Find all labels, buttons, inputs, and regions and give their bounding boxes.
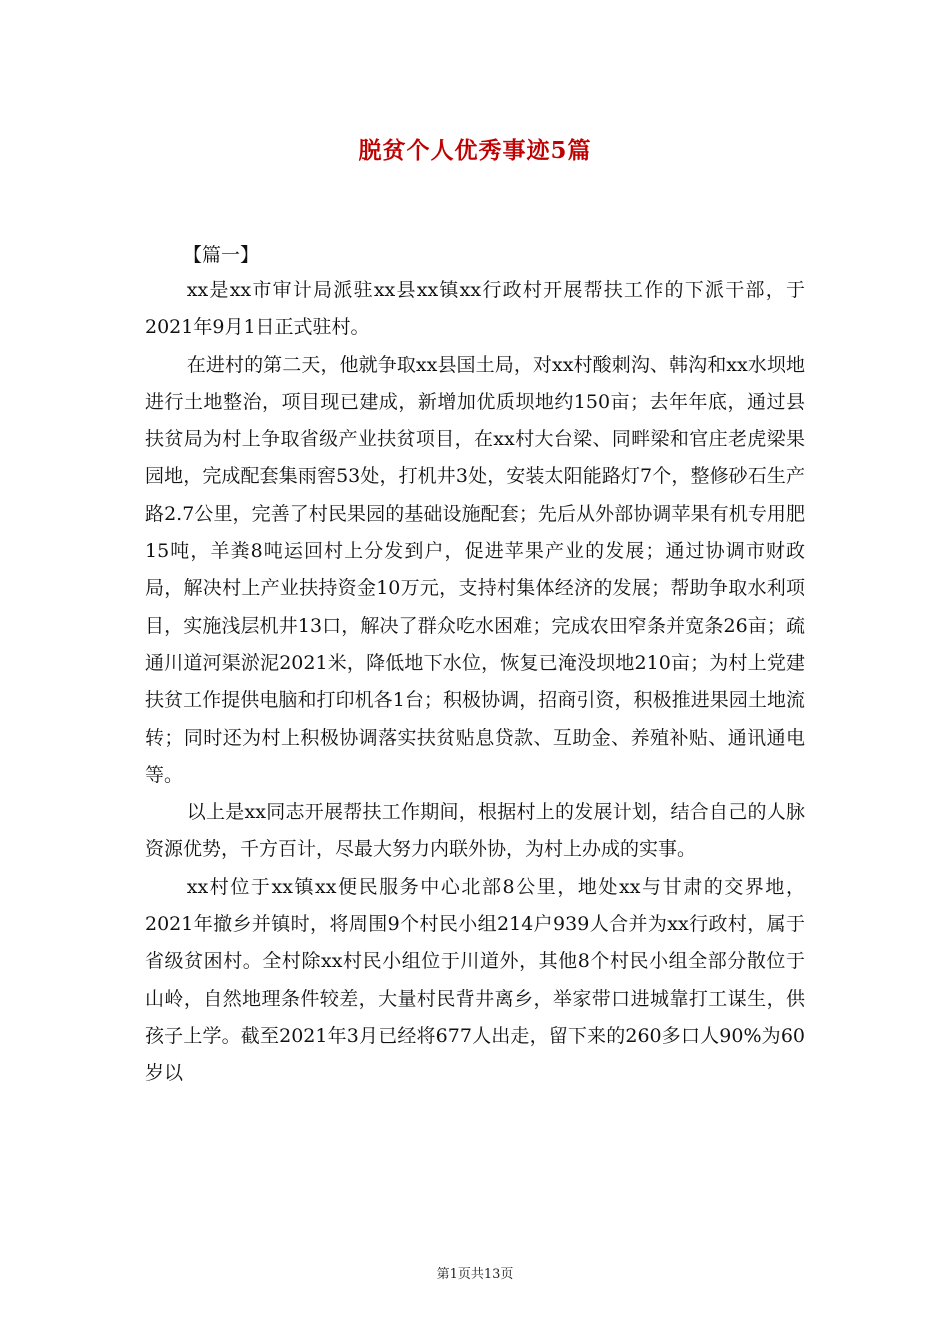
paragraph-3: 以上是xx同志开展帮扶工作期间，根据村上的发展计划，结合自己的人脉资源优势，千方百计，尽最大努力内联外协，为村上办成的实事。 xyxy=(145,801,805,861)
section-label: 【篇一】 xyxy=(183,244,260,266)
page-footer xyxy=(0,1263,950,1282)
paragraph-4: xx村位于xx镇xx便民服务中心北部8公里，地处xx与甘肃的交界地，2021年撤乡并镇时，将周围9个村民小组214户939人合并为xx行政村，属于省级贫困村。全村除xx村民小组位于川道外，其他8个村民小组全部分散位于山岭，自然地理条件较差，大量村民背井离乡，举家带口进城靠打工谋生，供孩子上学。截至2021年3月已经将677人出走，留下来的260多口人90%为60岁以 xyxy=(145,875,805,1085)
document-body xyxy=(145,272,805,1093)
paragraph-1: xx是xx市审计局派驻xx县xx镇xx行政村开展帮扶工作的下派干部，于2021年9月1日正式驻村。 xyxy=(145,279,805,339)
paragraph-2: 在进村的第二天，他就争取xx县国土局，对xx村酸刺沟、韩沟和xx水坝地进行土地整治，项目现已建成，新增加优质坝地约150亩；去年年底，通过县扶贫局为村上争取省级产业扶贫项目，在xx村大台梁、同畔梁和官庄老虎梁果园地，完成配套集雨窖53处，打机井3处，安装太阳能路灯7个，整修砂石生产路2.7公里，完善了村民果园的基础设施配套；先后从外部协调苹果有机专用肥15吨，羊粪8吨运回村上分发到户，促进苹果产业的发展；通过协调市财政局，解决村上产业扶持资金10万元，支持村集体经济的发展；帮助争取水利项目，实施浅层机井13口，解决了群众吃水困难；完成农田窄条并宽条26亩；疏通川道河渠淤泥2021米，降低地下水位，恢复已淹没坝地210亩；为村上党建扶贫工作提供电脑和打印机各1台；积极协调，招商引资，积极推进果园土地流转；同时还为村上积极协调落实扶贫贴息贷款、互助金、养殖补贴、通讯通电等。 xyxy=(145,353,805,786)
page-indicator: 第1页共13页 xyxy=(436,1267,514,1282)
document-title: 脱贫个人优秀事迹5篇 xyxy=(358,137,592,164)
